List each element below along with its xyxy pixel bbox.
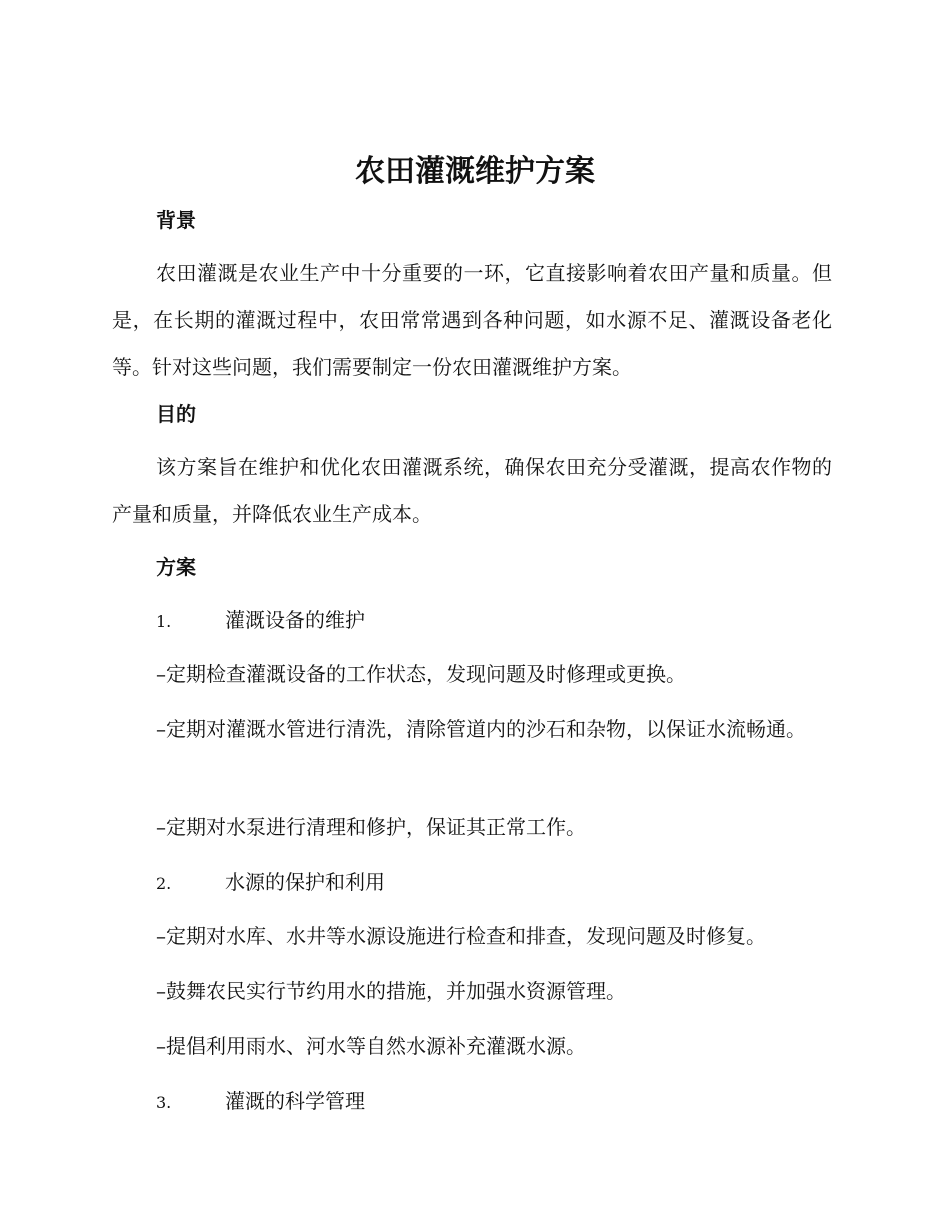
plan-item-2: [156, 868, 385, 898]
document-title: 农田灌溉维护方案: [355, 154, 595, 189]
plan-item-title: 水源的保护和利用: [225, 870, 385, 894]
section-heading-plan: 方案: [156, 555, 196, 579]
section-heading-purpose: 目的: [156, 402, 196, 426]
plan-item-number: 2.: [156, 874, 172, 893]
plan-item-1: [156, 606, 365, 636]
section-heading-background: 背景: [156, 208, 196, 232]
plan-bullet: –定期对水库、水井等水源设施进行检查和排查，发现问题及时修复。: [156, 924, 766, 948]
plan-item-3: [156, 1087, 365, 1117]
plan-bullet: –定期检查灌溉设备的工作状态，发现问题及时修理或更换。: [156, 662, 686, 686]
plan-bullet: –提倡利用雨水、河水等自然水源补充灌溉水源。: [156, 1034, 586, 1058]
plan-item-number: 1.: [156, 612, 172, 631]
background-paragraph: 农田灌溉是农业生产中十分重要的一环，它直接影响着农田产量和质量。但是，在长期的灌溉过程中，农田常常遇到各种问题，如水源不足、灌溉设备老化等。针对这些问题，我们需要制定一份农田灌溉维护方案。: [112, 261, 832, 379]
plan-item-title: 灌溉设备的维护: [225, 608, 365, 632]
plan-bullet: –定期对灌溉水管进行清洗，清除管道内的沙石和杂物，以保证水流畅通。: [156, 717, 806, 741]
plan-item-title: 灌溉的科学管理: [225, 1089, 365, 1113]
purpose-paragraph: 该方案旨在维护和优化农田灌溉系统，确保农田充分受灌溉，提高农作物的产量和质量，并降低农业生产成本。: [112, 455, 832, 526]
plan-bullet: –鼓舞农民实行节约用水的措施，并加强水资源管理。: [156, 979, 626, 1003]
plan-bullet: –定期对水泵进行清理和修护，保证其正常工作。: [156, 815, 586, 839]
plan-item-number: 3.: [156, 1093, 172, 1112]
